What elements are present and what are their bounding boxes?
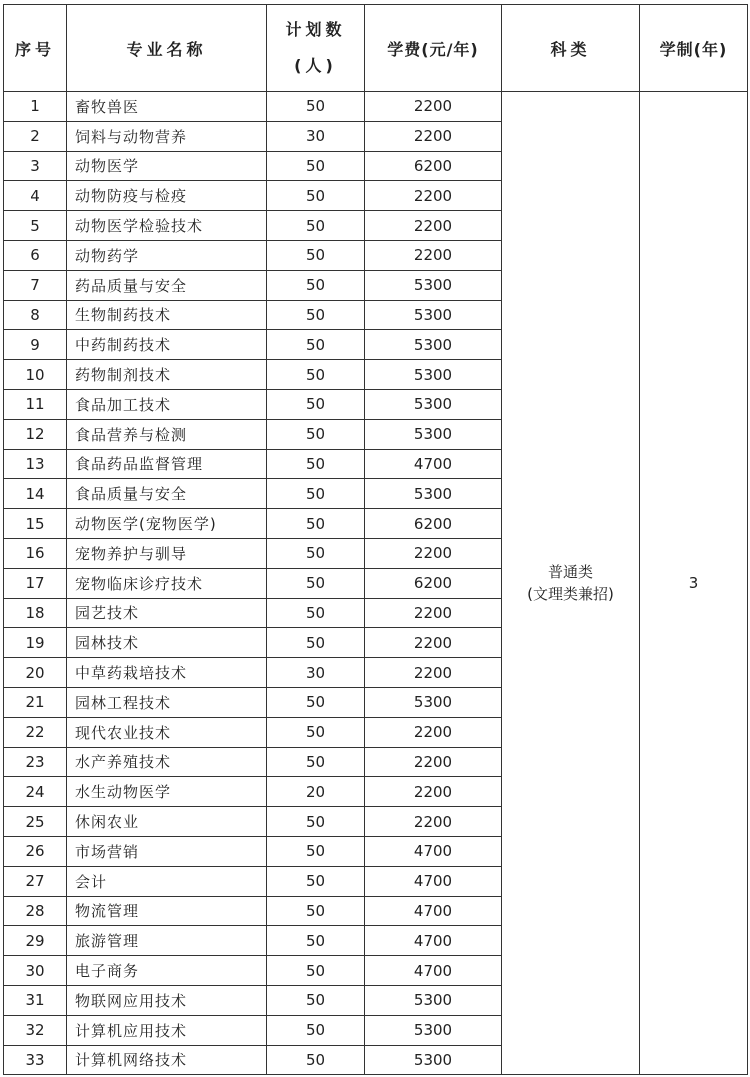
row-index: 20 — [4, 658, 67, 688]
row-index: 33 — [4, 1045, 67, 1075]
row-tuition: 2200 — [365, 717, 502, 747]
row-plan-count: 50 — [267, 449, 365, 479]
row-index: 11 — [4, 389, 67, 419]
row-tuition: 4700 — [365, 956, 502, 986]
row-tuition: 6200 — [365, 568, 502, 598]
row-plan-count: 50 — [267, 151, 365, 181]
header-duration: 学制(年) — [640, 5, 748, 92]
row-index: 6 — [4, 240, 67, 270]
row-index: 7 — [4, 270, 67, 300]
header-index: 序号 — [4, 5, 67, 92]
row-major-name: 园艺技术 — [67, 598, 267, 628]
row-tuition: 5300 — [365, 985, 502, 1015]
row-index: 13 — [4, 449, 67, 479]
row-plan-count: 50 — [267, 300, 365, 330]
row-major-name: 食品质量与安全 — [67, 479, 267, 509]
row-tuition: 5300 — [365, 687, 502, 717]
row-major-name: 畜牧兽医 — [67, 92, 267, 122]
row-major-name: 现代农业技术 — [67, 717, 267, 747]
row-plan-count: 20 — [267, 777, 365, 807]
row-plan-count: 50 — [267, 628, 365, 658]
row-tuition: 5300 — [365, 300, 502, 330]
table-body — [4, 92, 748, 1075]
row-tuition: 2200 — [365, 747, 502, 777]
row-tuition: 2200 — [365, 181, 502, 211]
row-index: 24 — [4, 777, 67, 807]
row-index: 10 — [4, 360, 67, 390]
row-index: 23 — [4, 747, 67, 777]
row-major-name: 中草药栽培技术 — [67, 658, 267, 688]
row-tuition: 6200 — [365, 509, 502, 539]
row-tuition: 2200 — [365, 92, 502, 122]
row-index: 9 — [4, 330, 67, 360]
row-plan-count: 50 — [267, 687, 365, 717]
row-major-name: 物流管理 — [67, 896, 267, 926]
row-plan-count: 50 — [267, 181, 365, 211]
row-plan-count: 50 — [267, 92, 365, 122]
row-plan-count: 30 — [267, 121, 365, 151]
row-major-name: 旅游管理 — [67, 926, 267, 956]
row-tuition: 2200 — [365, 777, 502, 807]
row-plan-count: 50 — [267, 896, 365, 926]
row-index: 29 — [4, 926, 67, 956]
duration-cell: 3 — [640, 92, 748, 1075]
row-tuition: 5300 — [365, 270, 502, 300]
row-index: 26 — [4, 836, 67, 866]
row-index: 32 — [4, 1015, 67, 1045]
row-major-name: 动物防疫与检疫 — [67, 181, 267, 211]
row-index: 16 — [4, 538, 67, 568]
row-tuition: 5300 — [365, 330, 502, 360]
row-tuition: 5300 — [365, 1045, 502, 1075]
row-index: 4 — [4, 181, 67, 211]
row-plan-count: 50 — [267, 807, 365, 837]
header-category: 科类 — [502, 5, 640, 92]
row-tuition: 5300 — [365, 479, 502, 509]
row-major-name: 宠物临床诊疗技术 — [67, 568, 267, 598]
row-tuition: 2200 — [365, 807, 502, 837]
category-line2: (文理类兼招) — [527, 585, 614, 604]
row-plan-count: 50 — [267, 1045, 365, 1075]
row-major-name: 物联网应用技术 — [67, 985, 267, 1015]
header-plan-count-line1: 计划数 — [285, 20, 346, 39]
row-major-name: 市场营销 — [67, 836, 267, 866]
row-index: 19 — [4, 628, 67, 658]
category-cell — [502, 92, 640, 1075]
row-major-name: 食品营养与检测 — [67, 419, 267, 449]
row-plan-count: 50 — [267, 330, 365, 360]
row-index: 2 — [4, 121, 67, 151]
row-tuition: 2200 — [365, 658, 502, 688]
row-plan-count: 50 — [267, 866, 365, 896]
row-major-name: 园林技术 — [67, 628, 267, 658]
row-index: 22 — [4, 717, 67, 747]
row-major-name: 药品质量与安全 — [67, 270, 267, 300]
row-index: 27 — [4, 866, 67, 896]
row-plan-count: 50 — [267, 956, 365, 986]
row-major-name: 会计 — [67, 866, 267, 896]
row-major-name: 饲料与动物营养 — [67, 121, 267, 151]
row-major-name: 园林工程技术 — [67, 687, 267, 717]
row-tuition: 5300 — [365, 360, 502, 390]
row-tuition: 6200 — [365, 151, 502, 181]
row-plan-count: 50 — [267, 479, 365, 509]
row-plan-count: 50 — [267, 211, 365, 241]
row-index: 15 — [4, 509, 67, 539]
row-tuition: 2200 — [365, 211, 502, 241]
row-plan-count: 50 — [267, 538, 365, 568]
row-tuition: 5300 — [365, 419, 502, 449]
row-tuition: 2200 — [365, 121, 502, 151]
row-index: 30 — [4, 956, 67, 986]
category-line1: 普通类 — [547, 563, 593, 582]
row-plan-count: 50 — [267, 598, 365, 628]
row-tuition: 2200 — [365, 538, 502, 568]
row-major-name: 水生动物医学 — [67, 777, 267, 807]
row-major-name: 动物医学(宠物医学) — [67, 509, 267, 539]
row-plan-count: 50 — [267, 389, 365, 419]
row-index: 8 — [4, 300, 67, 330]
header-row — [4, 5, 748, 92]
table-row — [4, 92, 748, 122]
row-index: 14 — [4, 479, 67, 509]
row-major-name: 宠物养护与驯导 — [67, 538, 267, 568]
row-plan-count: 50 — [267, 360, 365, 390]
row-index: 28 — [4, 896, 67, 926]
row-index: 3 — [4, 151, 67, 181]
row-major-name: 生物制药技术 — [67, 300, 267, 330]
row-plan-count: 50 — [267, 1015, 365, 1045]
row-plan-count: 50 — [267, 717, 365, 747]
row-major-name: 食品药品监督管理 — [67, 449, 267, 479]
row-index: 31 — [4, 985, 67, 1015]
row-tuition: 4700 — [365, 836, 502, 866]
row-tuition: 4700 — [365, 926, 502, 956]
row-major-name: 动物医学检验技术 — [67, 211, 267, 241]
row-plan-count: 50 — [267, 509, 365, 539]
row-major-name: 动物医学 — [67, 151, 267, 181]
row-major-name: 水产养殖技术 — [67, 747, 267, 777]
row-plan-count: 50 — [267, 419, 365, 449]
row-plan-count: 30 — [267, 658, 365, 688]
row-plan-count: 50 — [267, 240, 365, 270]
row-tuition: 5300 — [365, 1015, 502, 1045]
row-major-name: 计算机应用技术 — [67, 1015, 267, 1045]
row-tuition: 2200 — [365, 598, 502, 628]
row-tuition: 4700 — [365, 449, 502, 479]
row-major-name: 计算机网络技术 — [67, 1045, 267, 1075]
row-index: 12 — [4, 419, 67, 449]
row-index: 5 — [4, 211, 67, 241]
row-tuition: 2200 — [365, 628, 502, 658]
row-index: 1 — [4, 92, 67, 122]
row-plan-count: 50 — [267, 926, 365, 956]
row-index: 18 — [4, 598, 67, 628]
row-index: 21 — [4, 687, 67, 717]
header-plan-count-line2: (人) — [294, 56, 337, 75]
row-plan-count: 50 — [267, 568, 365, 598]
header-major-name: 专业名称 — [67, 5, 267, 92]
row-tuition: 2200 — [365, 240, 502, 270]
row-plan-count: 50 — [267, 985, 365, 1015]
row-major-name: 休闲农业 — [67, 807, 267, 837]
row-major-name: 药物制剂技术 — [67, 360, 267, 390]
row-tuition: 4700 — [365, 866, 502, 896]
row-plan-count: 50 — [267, 747, 365, 777]
row-plan-count: 50 — [267, 270, 365, 300]
enrollment-plan-table — [3, 4, 748, 1075]
row-major-name: 电子商务 — [67, 956, 267, 986]
row-index: 25 — [4, 807, 67, 837]
row-index: 17 — [4, 568, 67, 598]
header-tuition: 学费(元/年) — [365, 5, 502, 92]
row-tuition: 5300 — [365, 389, 502, 419]
header-plan-count — [267, 5, 365, 92]
row-major-name: 中药制药技术 — [67, 330, 267, 360]
row-major-name: 食品加工技术 — [67, 389, 267, 419]
row-tuition: 4700 — [365, 896, 502, 926]
row-major-name: 动物药学 — [67, 240, 267, 270]
row-plan-count: 50 — [267, 836, 365, 866]
